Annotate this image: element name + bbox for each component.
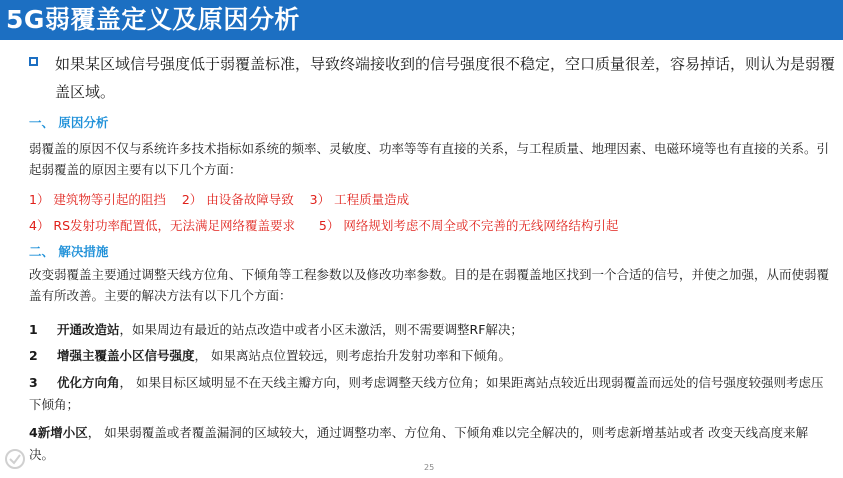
solution-item [29,422,829,466]
item-title: 优化方向角 [57,375,120,390]
item-title: 新增小区 [37,425,88,440]
solution-item [29,372,829,416]
solutions-paragraph: 改变弱覆盖主要通过调整天线方位角、下倾角等工程参数以及修改功率参数。目的是在弱覆盖地区找到一个合适的信号，并使之加强，从而使弱覆盖有所改善。主要的解决方法有以下几个方面： [29,267,830,303]
item-number: 1 [29,322,38,337]
reasons-line-1: 1） 建筑物等引起的阻挡 2） 由设备故障导致 3） 工程质量造成 [29,192,410,207]
item-number: 4 [29,425,38,440]
causes-paragraph: 弱覆盖的原因不仅与系统许多技术指标如系统的频率、灵敏度、功率等等有直接的关系，与工程质量、地理因素、电磁环境等也有直接的关系。引起弱覆盖的原因主要有以下几个方面： [29,141,830,177]
item-number: 2 [29,348,38,363]
item-title: 增强主覆盖小区信号强度 [57,348,195,363]
page-number: 25 [424,463,435,472]
item-title: 开通改造站 [57,322,120,337]
item-text: ，如果周边有最近的站点改造中或者小区未激活，则不需要调整RF解决； [119,322,523,337]
watermark-logo-icon [4,448,26,470]
item-text: ， 如果弱覆盖或者覆盖漏洞的区域较大，通过调整功率、方位角、下倾角难以完全解决的，则考虑新增基站或者 改变天线高度来解决。 [29,425,809,462]
item-text: ， 如果目标区域明显不在天线主瓣方向，则考虑调整天线方位角；如果距离站点较近出现弱覆盖而远处的信号强度较强则考虑压下倾角； [29,375,824,412]
title-bar [0,0,843,40]
square-bullet-icon [29,57,38,66]
section-heading-solutions: 二、 解决措施 [29,244,109,259]
item-text: ， 如果离站点位置较远，则考虑抬升发射功率和下倾角。 [194,348,511,363]
section-heading-causes: 一、 原因分析 [29,115,109,130]
intro-paragraph: 如果某区域信号强度低于弱覆盖标准，导致终端接收到的信号强度很不稳定，空口质量很差，容易掉话，则认为是弱覆盖区域。 [55,55,836,101]
reasons-line-2: 4） RS发射功率配置低，无法满足网络覆盖要求 5） 网络规划考虑不周全或不完善的无线网络结构引起 [29,218,619,233]
solution-item [29,344,829,368]
solution-item [29,318,829,342]
item-number: 3 [29,375,38,390]
slide-title: 5G弱覆盖定义及原因分析 [6,5,300,34]
